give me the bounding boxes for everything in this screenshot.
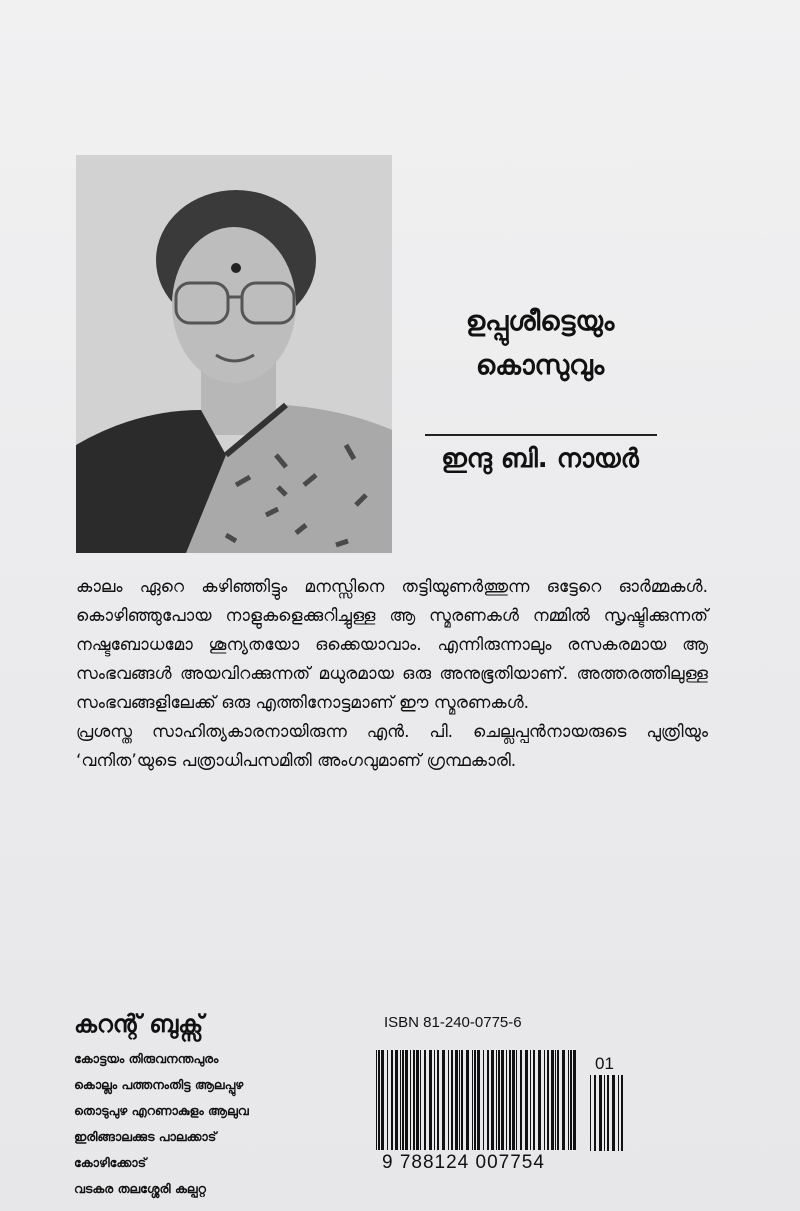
blurb-paragraph-2: പ്രശസ്ത സാഹിത്യകാരനായിരുന്ന എൻ. പി. ചെല്ലപ്പൻനായരുടെ പുത്രിയും ‘വനിത’യുടെ പത്രാധിപസമിതി അംഗവുമാണ് ഗ്രന്ഥകാരി.	[76, 722, 708, 771]
barcode-bar	[461, 1050, 463, 1150]
barcode-bar	[437, 1050, 439, 1150]
barcode-bar	[530, 1050, 531, 1150]
barcode-bar	[424, 1050, 426, 1150]
location-line: കോട്ടയം തിരുവനന്തപുരം	[74, 1051, 219, 1066]
barcode-bar	[451, 1050, 453, 1150]
barcode-bar	[501, 1050, 504, 1150]
barcode-bar	[573, 1050, 576, 1150]
location-line: കൊല്ലം പത്തനംതിട്ട ആലപ്പുഴ	[74, 1077, 244, 1092]
barcode-bar	[381, 1050, 384, 1150]
barcode-bar	[416, 1050, 419, 1150]
location-line: വടകര തലശ്ശേരി കല്പറ്റ	[74, 1181, 206, 1196]
barcode-bar	[509, 1050, 511, 1150]
barcode-bar	[555, 1050, 556, 1150]
publisher-name: കറന്റ് ബുക്സ്	[74, 1010, 204, 1038]
barcode-bar	[544, 1050, 545, 1150]
blurb	[76, 573, 708, 776]
barcode-addon	[590, 1075, 626, 1153]
barcode-addon-number: 01	[595, 1054, 614, 1073]
barcode-bar	[607, 1075, 609, 1151]
barcode-bar	[594, 1075, 596, 1151]
book-title-line-2: കൊസുവും	[475, 350, 605, 381]
barcode-bar	[568, 1050, 569, 1150]
barcode-bar	[420, 1050, 421, 1150]
barcode-number: 9 788124 007754	[382, 1152, 545, 1173]
barcode-bar	[378, 1050, 380, 1150]
barcode-bar	[455, 1050, 458, 1150]
barcode-bar	[612, 1075, 615, 1151]
barcode-bar	[487, 1050, 489, 1150]
barcode-bar	[376, 1050, 377, 1150]
barcode-bar	[520, 1050, 522, 1150]
barcode-bar	[547, 1050, 549, 1150]
barcode-bar	[496, 1050, 497, 1150]
barcode-bar	[538, 1050, 541, 1150]
barcode-bar	[448, 1050, 449, 1150]
barcode-bar	[391, 1050, 393, 1150]
location-line: കോഴിക്കോട്	[74, 1155, 147, 1170]
location-line: ഇരിങ്ങാലക്കുട പാലക്കാട്	[74, 1129, 217, 1144]
barcode-bar	[400, 1050, 401, 1150]
barcode-bar	[512, 1050, 515, 1150]
barcode-bar	[410, 1050, 411, 1150]
barcode-bar	[395, 1050, 398, 1150]
barcode-bar	[434, 1050, 435, 1150]
barcode-bar	[551, 1050, 554, 1150]
barcode-bar	[402, 1050, 404, 1150]
barcode-bar	[491, 1050, 494, 1150]
isbn-label: ISBN 81-240-0775-6	[384, 1014, 522, 1031]
barcode	[376, 1050, 576, 1155]
barcode-bar	[477, 1050, 480, 1150]
barcode-bar	[429, 1050, 432, 1150]
publisher-locations	[74, 1046, 249, 1202]
barcode-bar	[516, 1050, 517, 1150]
location-line: തൊടുപുഴ എറണാകുളം ആലുവ	[74, 1103, 249, 1118]
barcode-bar	[533, 1050, 535, 1150]
barcode-bar	[590, 1075, 591, 1151]
barcode-bar	[472, 1050, 473, 1150]
barcode-bar	[387, 1050, 388, 1150]
barcode-bar	[562, 1050, 565, 1150]
barcode-bar	[525, 1050, 528, 1150]
barcode-bar	[618, 1075, 619, 1151]
barcode-bar	[405, 1050, 408, 1150]
barcode-bar	[557, 1050, 559, 1150]
author-name: ഇന്ദു ബി. നായർ	[441, 444, 639, 474]
book-title	[420, 300, 660, 388]
barcode-bar	[466, 1050, 469, 1150]
author-photo	[76, 155, 392, 553]
barcode-bar	[498, 1050, 500, 1150]
barcode-bar	[442, 1050, 445, 1150]
barcode-bar	[604, 1075, 605, 1151]
blurb-paragraph-1: കാലം ഏറെ കഴിഞ്ഞിട്ടും മനസ്സിനെ തട്ടിയുണർത്തുന്ന ഒട്ടേറെ ഓർമ്മകൾ. കൊഴിഞ്ഞുപോയ നാളുകളെക്കുറിച്ചുള്ള ആ സ്മരണകൾ നമ്മിൽ സൃഷ്ടിക്കുന്നത് നഷ്ടബോധമോ ശൂന്യതയോ ഒക്കെയാവാം. എന്നിരുന്നാലും രസകരമായ ആ സംഭവങ്ങൾ അയവിറക്കുന്നത് മധുരമായ ഒരു അനുഭൂതിയാണ്. അത്തരത്തിലുള്ള സംഭവങ്ങളിലേക്ക് ഒരു എത്തിനോട്ടമാണ് ഈ സ്മരണകൾ.	[76, 577, 708, 713]
book-title-line-1: ഉപ്പുശീട്ടെയും	[465, 306, 615, 337]
barcode-bar	[413, 1050, 415, 1150]
barcode-bar	[599, 1075, 602, 1151]
title-divider	[425, 434, 657, 436]
barcode-bar	[506, 1050, 507, 1150]
barcode-bar	[621, 1075, 623, 1151]
barcode-bar	[459, 1050, 460, 1150]
barcode-bar	[474, 1050, 476, 1150]
barcode-bar	[483, 1050, 484, 1150]
barcode-bar	[570, 1050, 572, 1150]
